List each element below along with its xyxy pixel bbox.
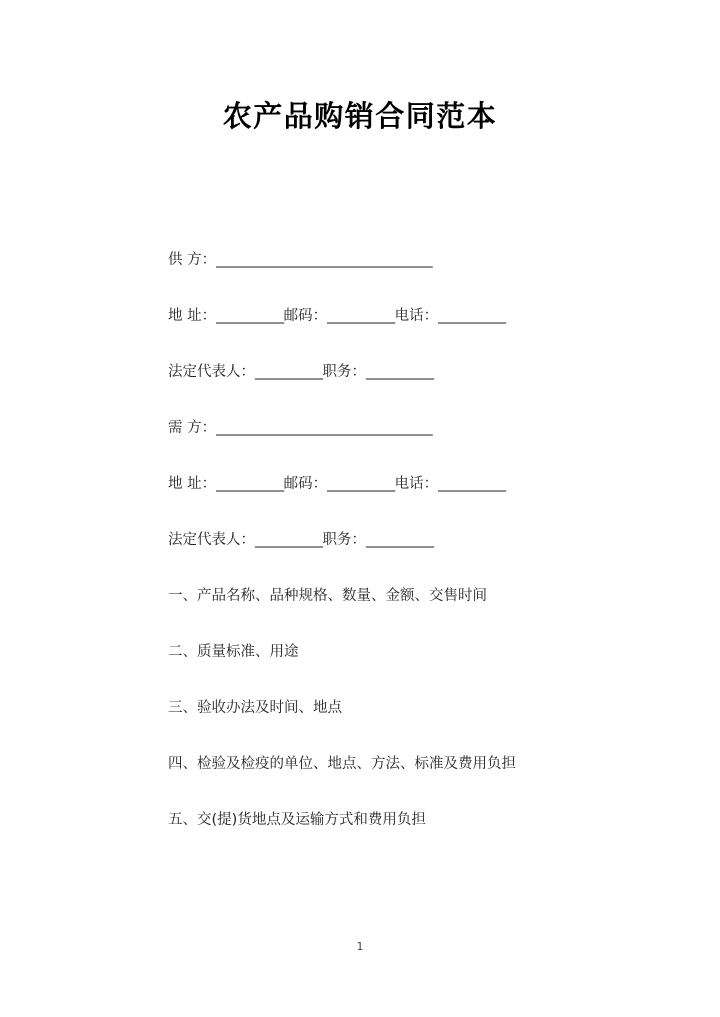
postcode-label: 邮码： [283,308,328,324]
address-blank: __________ [216,308,284,324]
clause-item: 四、检验及检疫的单位、地点、方法、标准及费用负担 [168,756,516,772]
buyer-blank: ________________________________ [216,420,433,436]
buyer-label: 需 方： [168,420,217,436]
buyer-contact-line [100,456,620,512]
postcode-label: 邮码： [283,476,328,492]
supplier-line [100,232,620,288]
position-blank: __________ [366,532,434,548]
legal-rep-label: 法定代表人： [168,364,255,380]
postcode-blank: __________ [327,308,395,324]
clause-item: 五、交(提)货地点及运输方式和费用负担 [168,812,426,828]
phone-blank: __________ [438,308,506,324]
buyer-line [100,400,620,456]
address-label: 地 址： [168,308,217,324]
supplier-legal-rep-line [100,344,620,400]
legal-rep-blank: __________ [255,364,323,380]
supplier-blank: ________________________________ [216,252,433,268]
position-label: 职务： [322,364,366,380]
postcode-blank: __________ [327,476,395,492]
clause-item: 三、验收办法及时间、地点 [168,700,342,716]
document-body [100,232,620,848]
address-blank: __________ [216,476,284,492]
phone-blank: __________ [438,476,506,492]
buyer-legal-rep-line [100,512,620,568]
address-label: 地 址： [168,476,217,492]
position-label: 职务： [322,532,366,548]
legal-rep-blank: __________ [255,532,323,548]
position-blank: __________ [366,364,434,380]
clause-item: 二、质量标准、用途 [168,644,299,660]
supplier-label: 供 方： [168,252,217,268]
supplier-contact-line [100,288,620,344]
legal-rep-label: 法定代表人： [168,532,255,548]
page-title: 农产品购销合同范本 [222,99,498,133]
phone-label: 电话： [394,476,439,492]
page-number: 1 [356,940,364,953]
clause-item: 一、产品名称、品种规格、数量、金额、交售时间 [168,588,487,604]
phone-label: 电话： [394,308,439,324]
